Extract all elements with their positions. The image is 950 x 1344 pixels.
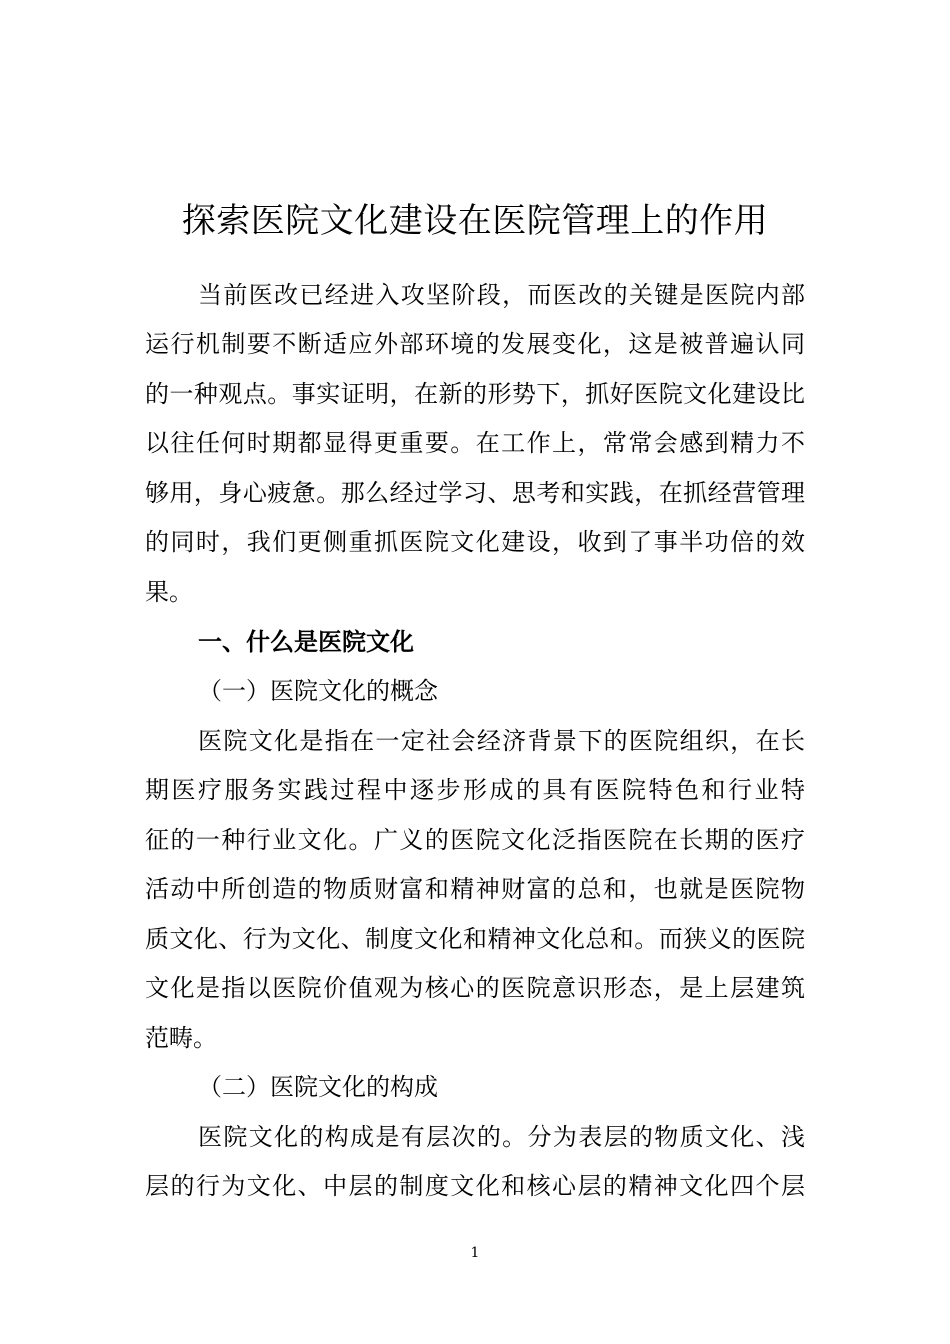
composition-line-2: 层的行为文化、中层的制度文化和核心层的精神文化四个层 — [145, 1172, 805, 1200]
intro-line-5: 够用，身心疲惫。那么经过学习、思考和实践，在抓经营管理 — [145, 479, 805, 507]
concept-line-2: 期医疗服务实践过程中逐步形成的具有医院特色和行业特 — [145, 776, 805, 804]
document-title: 探索医院文化建设在医院管理上的作用 — [181, 201, 769, 241]
intro-line-3: 的一种观点。事实证明，在新的形势下，抓好医院文化建设比 — [145, 380, 805, 408]
composition-line-1: 医院文化的构成是有层次的。分为表层的物质文化、浅 — [198, 1123, 805, 1151]
section-heading-1: 一、什么是医院文化 — [198, 628, 414, 656]
page-number: 1 — [470, 1245, 480, 1261]
concept-line-7: 范畴。 — [145, 1024, 217, 1052]
concept-line-1: 医院文化是指在一定社会经济背景下的医院组织，在长 — [198, 727, 805, 755]
concept-line-6: 文化是指以医院价值观为核心的医院意识形态，是上层建筑 — [145, 974, 805, 1002]
concept-line-4: 活动中所创造的物质财富和精神财富的总和，也就是医院物 — [145, 875, 805, 903]
intro-line-1: 当前医改已经进入攻坚阶段，而医改的关键是医院内部 — [198, 281, 805, 309]
concept-line-3: 征的一种行业文化。广义的医院文化泛指医院在长期的医疗 — [145, 826, 805, 854]
concept-line-5: 质文化、行为文化、制度文化和精神文化总和。而狭义的医院 — [145, 925, 805, 953]
intro-line-7: 果。 — [145, 578, 193, 606]
intro-line-2: 运行机制要不断适应外部环境的发展变化，这是被普遍认同 — [145, 330, 805, 358]
subsection-heading-1: （一）医院文化的概念 — [198, 677, 438, 705]
subsection-heading-2: （二）医院文化的构成 — [198, 1073, 438, 1101]
intro-line-6: 的同时，我们更侧重抓医院文化建设，收到了事半功倍的效 — [145, 528, 805, 556]
intro-line-4: 以往任何时期都显得更重要。在工作上，常常会感到精力不 — [145, 429, 805, 457]
